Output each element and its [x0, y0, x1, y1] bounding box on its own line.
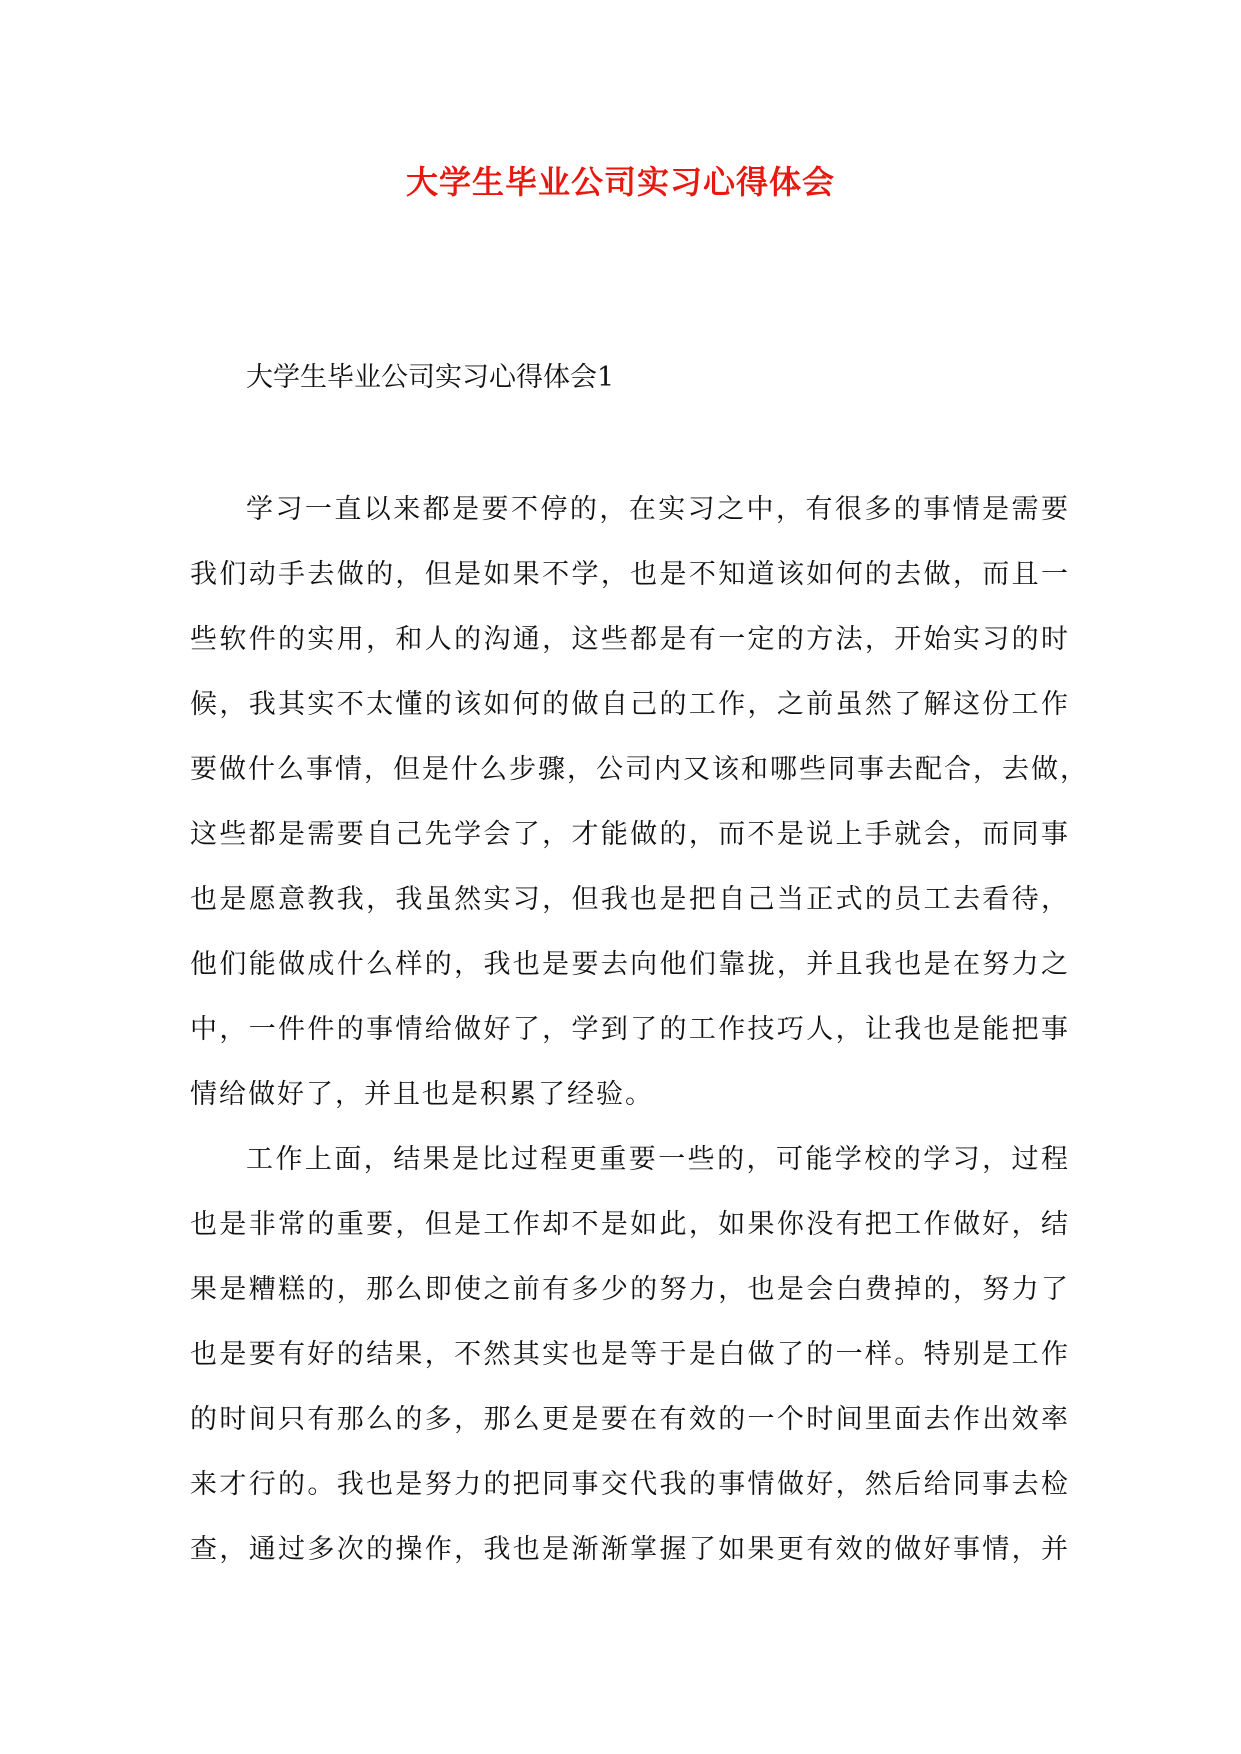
paragraph-line: 要做什么事情，但是什么步骤，公司内又该和哪些同事去配合，去做， [190, 754, 1089, 785]
document-title: 大学生毕业公司实习心得体会 [405, 163, 835, 201]
paragraph-line: 学习一直以来都是要不停的，在实习之中，有很多的事情是需要 [246, 494, 1070, 525]
paragraph-line: 这些都是需要自己先学会了，才能做的，而不是说上手就会，而同事 [190, 819, 1070, 850]
paragraph-line: 些软件的实用，和人的沟通，这些都是有一定的方法，开始实习的时 [190, 624, 1070, 655]
paragraph-line: 也是非常的重要，但是工作却不是如此，如果你没有把工作做好，结 [190, 1209, 1070, 1240]
paragraph-line: 也是愿意教我，我虽然实习，但我也是把自己当正式的员工去看待， [190, 884, 1070, 915]
body-text [190, 477, 1089, 1582]
paragraph-line: 他们能做成什么样的，我也是要去向他们靠拢，并且我也是在努力之 [190, 949, 1070, 980]
paragraph-line: 中，一件件的事情给做好了，学到了的工作技巧人，让我也是能把事 [190, 1014, 1070, 1045]
section-heading: 大学生毕业公司实习心得体会1 [246, 362, 615, 393]
paragraph-line: 情给做好了，并且也是积累了经验。 [190, 1079, 654, 1110]
paragraph-line: 候，我其实不太懂的该如何的做自己的工作，之前虽然了解这份工作 [190, 689, 1070, 720]
paragraph-line: 我们动手去做的，但是如果不学，也是不知道该如何的去做，而且一 [190, 559, 1070, 590]
paragraph-line: 也是要有好的结果，不然其实也是等于是白做了的一样。特别是工作 [190, 1339, 1070, 1370]
paragraph-line: 果是糟糕的，那么即使之前有多少的努力，也是会白费掉的，努力了 [190, 1274, 1070, 1305]
paragraph-line: 工作上面，结果是比过程更重要一些的，可能学校的学习，过程 [246, 1144, 1070, 1175]
paragraph-line: 查，通过多次的操作，我也是渐渐掌握了如果更有效的做好事情，并 [190, 1534, 1070, 1565]
paragraph-line: 的时间只有那么的多，那么更是要在有效的一个时间里面去作出效率 [190, 1404, 1070, 1435]
paragraph-line: 来才行的。我也是努力的把同事交代我的事情做好，然后给同事去检 [190, 1469, 1070, 1500]
